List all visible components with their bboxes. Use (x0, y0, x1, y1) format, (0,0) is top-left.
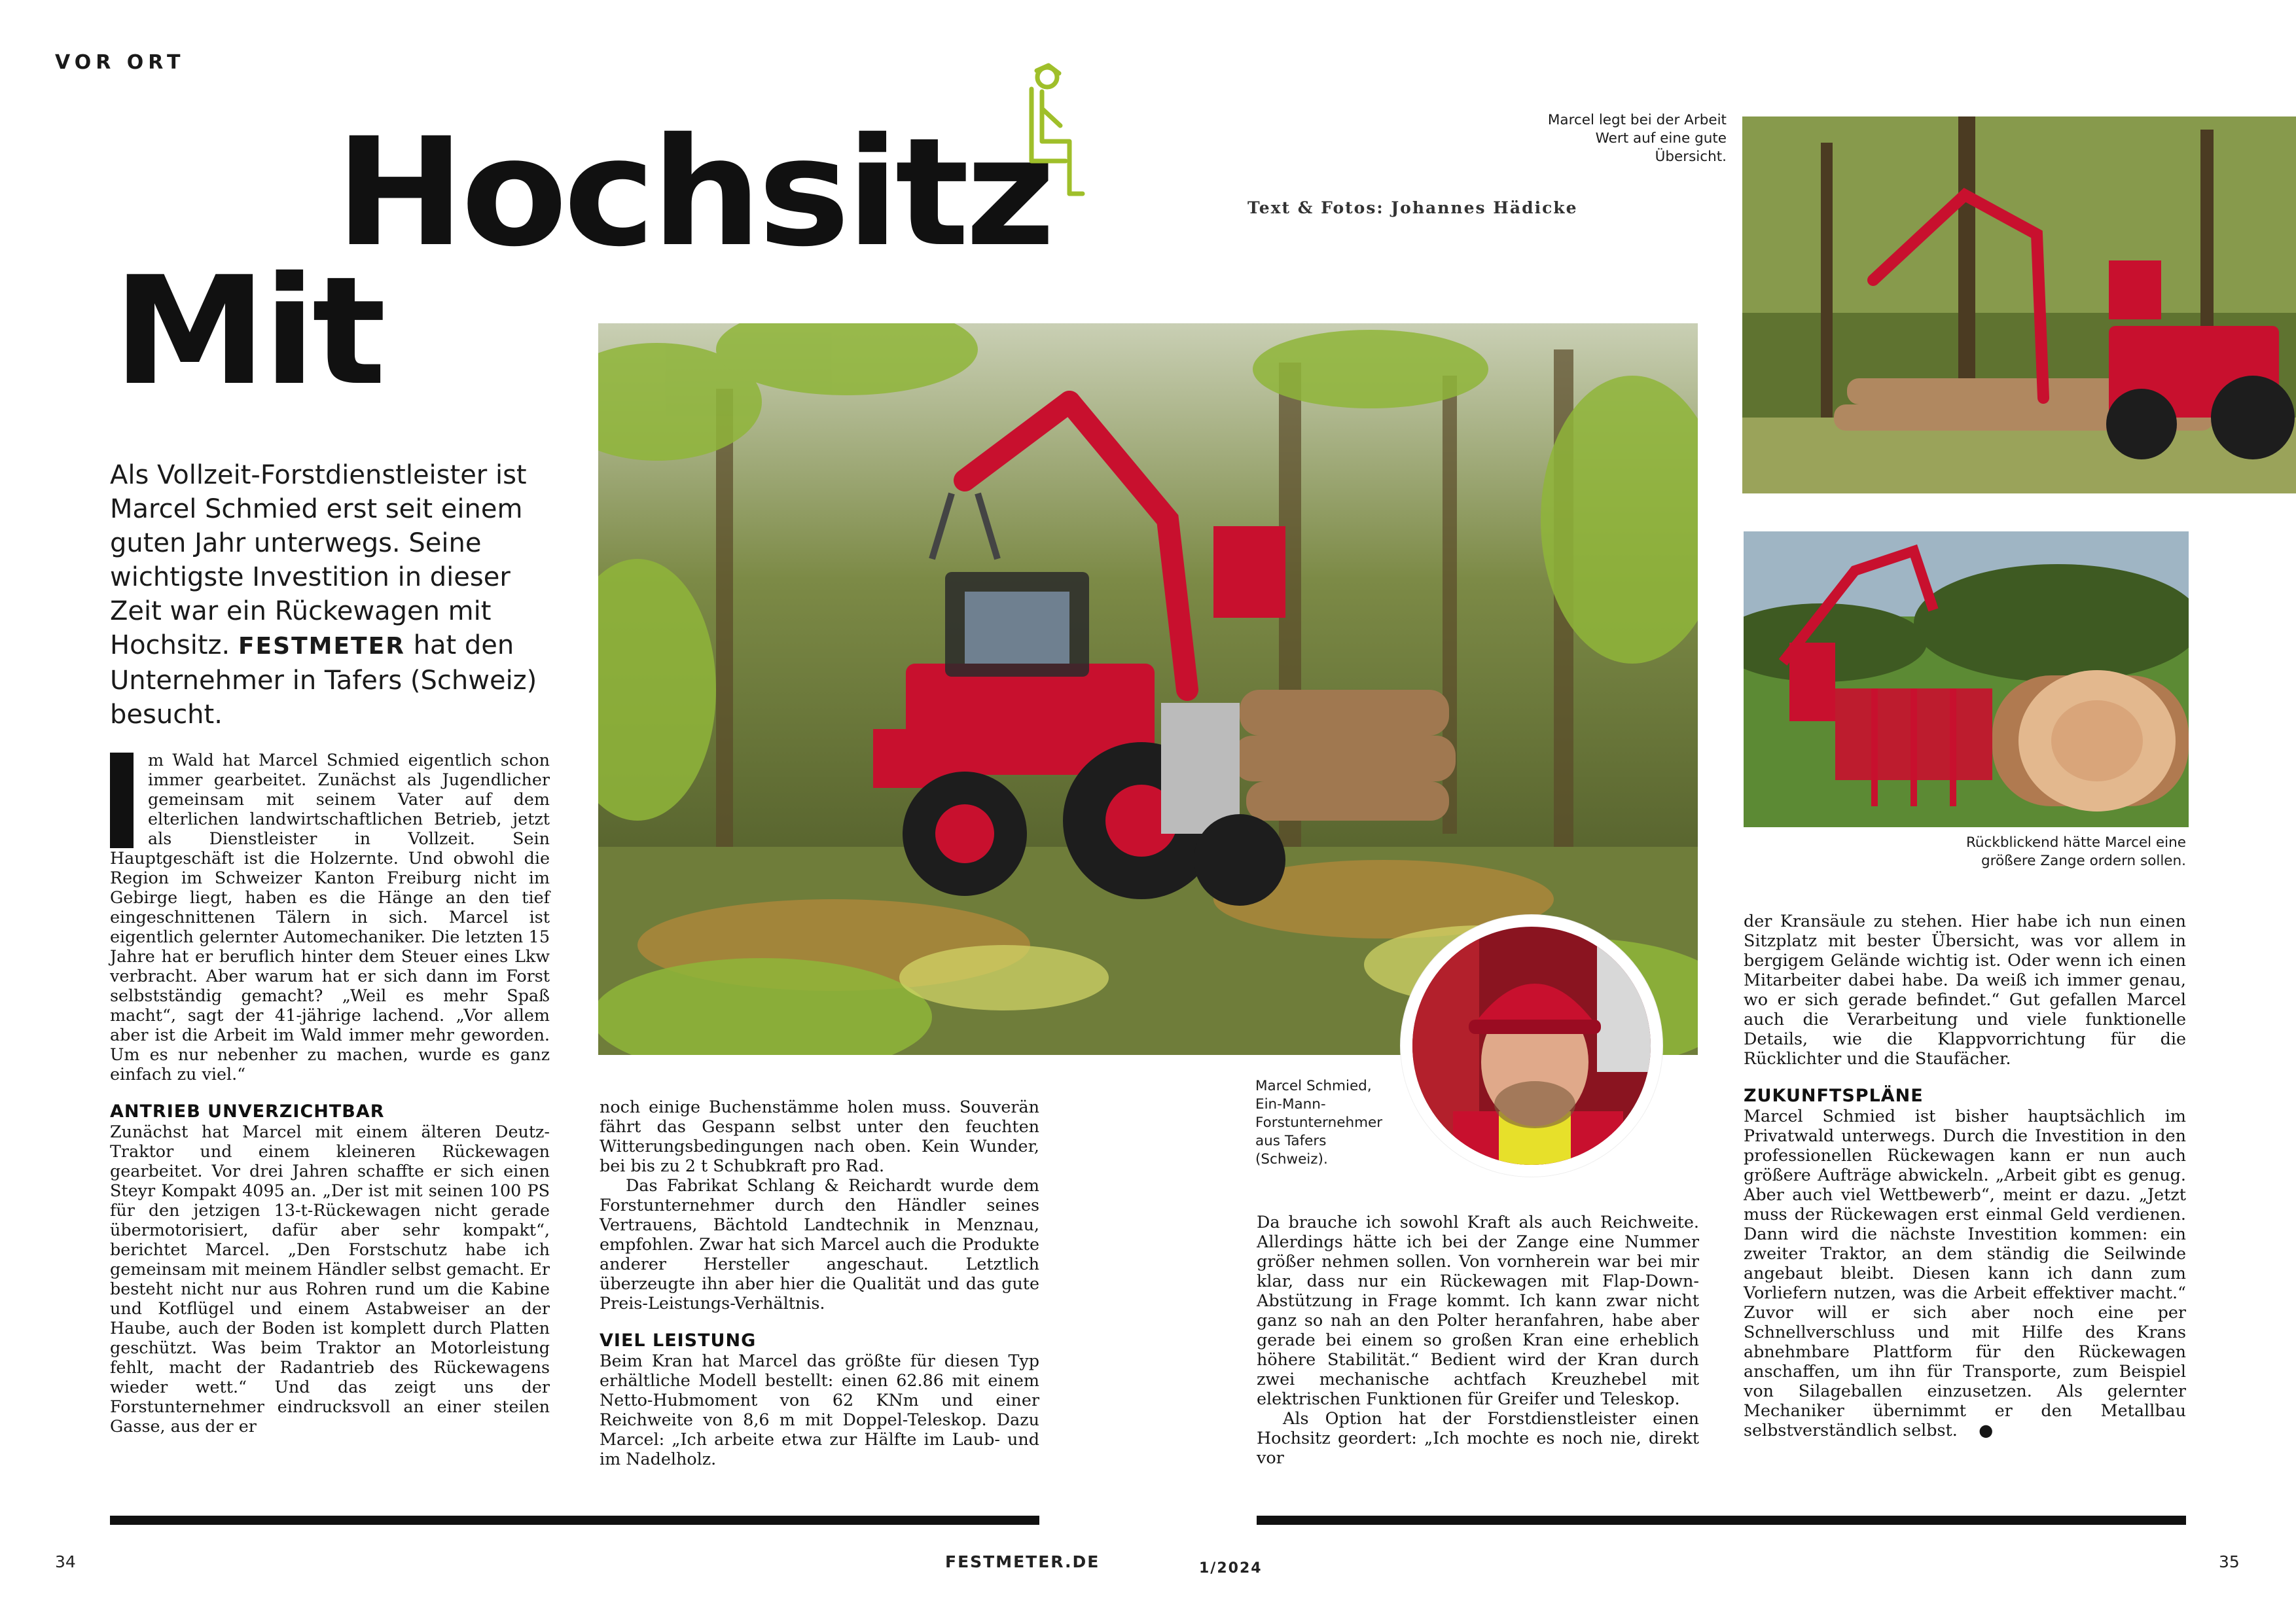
end-mark: ● (1979, 1420, 1994, 1440)
drop-cap-i (110, 753, 134, 848)
lead-text-1: Als Vollzeit-Forstdienstleister ist Marcel Schmied erst seit einem guten Jahr unterwegs. Seine wichtigste Investition in dieser Zeit war ein Rückewagen mit Hochsitz. (110, 460, 527, 660)
col2-para-2: Das Fabrikat Schlang & Reichardt wurde dem Forstunternehmer durch den Händler seines Vertrauens, Bächtold Landtechnik in Menznau, empfohlen. Zwar hat sich Marcel auch die Produkte anderer Hersteller angeschaut. Letztlich überzeugte ihn aber hier die Qualität und das gute Preis-Leistungs-Verhältnis. (600, 1175, 1039, 1313)
col3-para-1: Da brauche ich sowohl Kraft als auch Reichweite. Allerdings hätte ich bei der Zange eine Nummer größer nehmen sollen. Von vornherein war bei mir klar, dass nur ein Rückewagen mit Flap-Down-Abstützung in Frage kommt. Ich kann zwar nicht ganz so nah an den Polter heranfahren, habe aber gerade bei einem so großen Kran eine erheblich höhere Stabilität.“ Bedient wird der Kran durch zwei mechanische achtfach Kreuzhebel mit elektrischen Funktionen für Greifer und Teleskop. (1257, 1212, 1699, 1408)
col3-para-2: Als Option hat der Forstdienstleister einen Hochsitz geordert: „Ich mochte es noch nie, direkt vor (1257, 1408, 1699, 1467)
page-number-left: 34 (55, 1552, 76, 1571)
author-credit: Text & Fotos: Johannes Hädicke (1247, 198, 1578, 217)
title-line-1: Hochsitz (335, 105, 1052, 279)
portrait-frame (1401, 915, 1662, 1177)
col4-para-1: der Kransäule zu stehen. Hier habe ich nun einen Sitzplatz mit bester Übersicht, was vor allem in bergigem Gelände wichtig ist. Oder wenn ich einen Mitarbeiter dabei habe. Da weiß ich immer genau, wo er sich gerade befindet.“ Gut gefallen Marcel auch die Verarbeitung und viele funktionelle Details, wie die Klappvorrichtung für die Rücklichter und die Staufächer. (1744, 911, 2186, 1068)
lead-paragraph (110, 458, 562, 732)
subheading-antrieb: ANTRIEB UNVERZICHTBAR (110, 1101, 385, 1122)
lead-text-2: hat den Unternehmer in Tafers (Schweiz) besucht. (110, 630, 537, 730)
col2-para-1: noch einige Buchenstämme holen muss. Souverän fährt das Gespann selbst unter den feuchten Witterungsbedingungen nach oben. Kein Wunder, bei bis zu 2 t Schubkraft pro Rad. (600, 1097, 1039, 1175)
lead-brand: FESTMETER (238, 633, 405, 660)
rule-left (110, 1516, 1039, 1525)
rule-right (1257, 1516, 2186, 1525)
col4-para-2 (1744, 1106, 2186, 1440)
subheading-leistung: VIEL LEISTUNG (600, 1330, 757, 1351)
footer-issue: 1/2024 (1199, 1560, 1263, 1577)
caption-mid-right: Rückblickend hätte Marcel eine größere Zange ordern sollen. (1965, 834, 2186, 869)
col1-para-2: Zunächst hat Marcel mit einem älteren Deutz-Traktor und einem kleineren Rückewagen gearbeitet. Vor drei Jahren schaffte er sich einen Steyr Kompakt 4095 an. „Der ist mit seinen 100 PS für den jetzigen 13-t-Rückewagen nicht gerade übermotorisiert, dafür aber sehr kompakt“, berichtet Marcel. „Den Forstschutz habe ich gemeinsam mit meinem Händler selbst gemacht. Er besteht nicht nur aus Rohren rund um die Kabine und Kotflügel und einem Astabweiser an der Haube, auch der Boden ist komplett durch Platten geschützt. Was beim Traktor an Motorleistung fehlt, macht der Radantrieb des Rückewagens wieder wett.“ Und das zeigt uns der Forstunternehmer eindrucksvoll an einer steilen Gasse, aus der er (110, 1122, 550, 1436)
col4-para-2-text: Marcel Schmied ist bisher hauptsächlich im Privatwald unterwegs. Durch die Investition in den professionellen Rückewagen kann er nun auch größere Aufträge abwickeln. „Arbeit gibt es genug. Aber auch viel Wettbewerb“, meint er dazu. „Jetzt muss der Rückewagen erst einmal Geld verdienen. Dann wird die nächste Investition kommen: ein zweiter Traktor, an dem ständig die Seilwinde angebaut bleibt. Diesen kann ich dann zum Vorliefern nutzen, was die Arbeit effektiver macht.“ Zuvor will er sich aber noch eine per Schnellverschluss und mit Hilfe des Krans abnehmbare Plattform für den Rückewagen anschaffen, um ihn für Transporte, zum Beispiel von Silageballen einzusetzen. Als gelernter Mechaniker übernimmt er den Metallbau selbstverständlich selbst. (1744, 1106, 2186, 1440)
column-4 (1744, 911, 2186, 1440)
column-1 (110, 750, 550, 1436)
caption-top-right: Marcel legt bei der Arbeit Wert auf eine gute Übersicht. (1547, 112, 1727, 165)
footer-site: FESTMETER.DE (945, 1552, 1100, 1571)
column-3 (1257, 1212, 1699, 1467)
seated-person-icon (1022, 63, 1094, 200)
photo-top-right (1742, 116, 2296, 493)
section-kicker: VOR ORT (55, 51, 185, 74)
caption-portrait: Marcel Schmied, Ein-Mann-Forstunternehmer aus Tafers (Schweiz). (1255, 1078, 1383, 1168)
portrait-photo (1401, 915, 1662, 1177)
subheading-zukunft: ZUKUNFTSPLÄNE (1744, 1086, 1924, 1106)
col2-para-3: Beim Kran hat Marcel das größte für diesen Typ erhältliche Modell bestellt: einen 62.86 mit einem Netto-Hubmoment von 62 KNm und einer Reichweite von 8,6 m mit Doppel-Teleskop. Dazu Marcel: „Ich arbeite etwa zur Hälfte im Laub- und im Nadelholz. (600, 1351, 1039, 1469)
col1-para-1: m Wald hat Marcel Schmied eigentlich schon immer gearbeitet. Zunächst als Jugendlicher gemeinsam mit seinem Vater auf dem elterlichen landwirtschaftlichen Betrieb, jetzt als Dienstleister in Vollzeit. Sein Hauptgeschäft ist die Holzernte. Und obwohl die Region im Schweizer Kanton Freiburg nicht im Gebirge liegt, haben es die Hänge an den tief eingeschnittenen Tälern in sich. Marcel ist eigentlich gelernter Automechaniker. Die letzten 15 Jahre hat er beruflich hinter dem Steuer eines Lkw verbracht. Aber warum hat er sich dann im Forst selbstständig gemacht? „Weil es mehr Spaß macht“, sagt der 41-jährige lachend. „Vor allem aber ist die Arbeit im Wald immer mehr geworden. Um es nur nebenher zu machen, wurde es ganz einfach zu viel.“ (110, 750, 550, 1084)
photo-mid-right (1744, 531, 2189, 827)
page-number-right: 35 (2219, 1552, 2240, 1571)
column-2 (600, 1097, 1039, 1469)
title-line-2: Mit (113, 244, 382, 418)
